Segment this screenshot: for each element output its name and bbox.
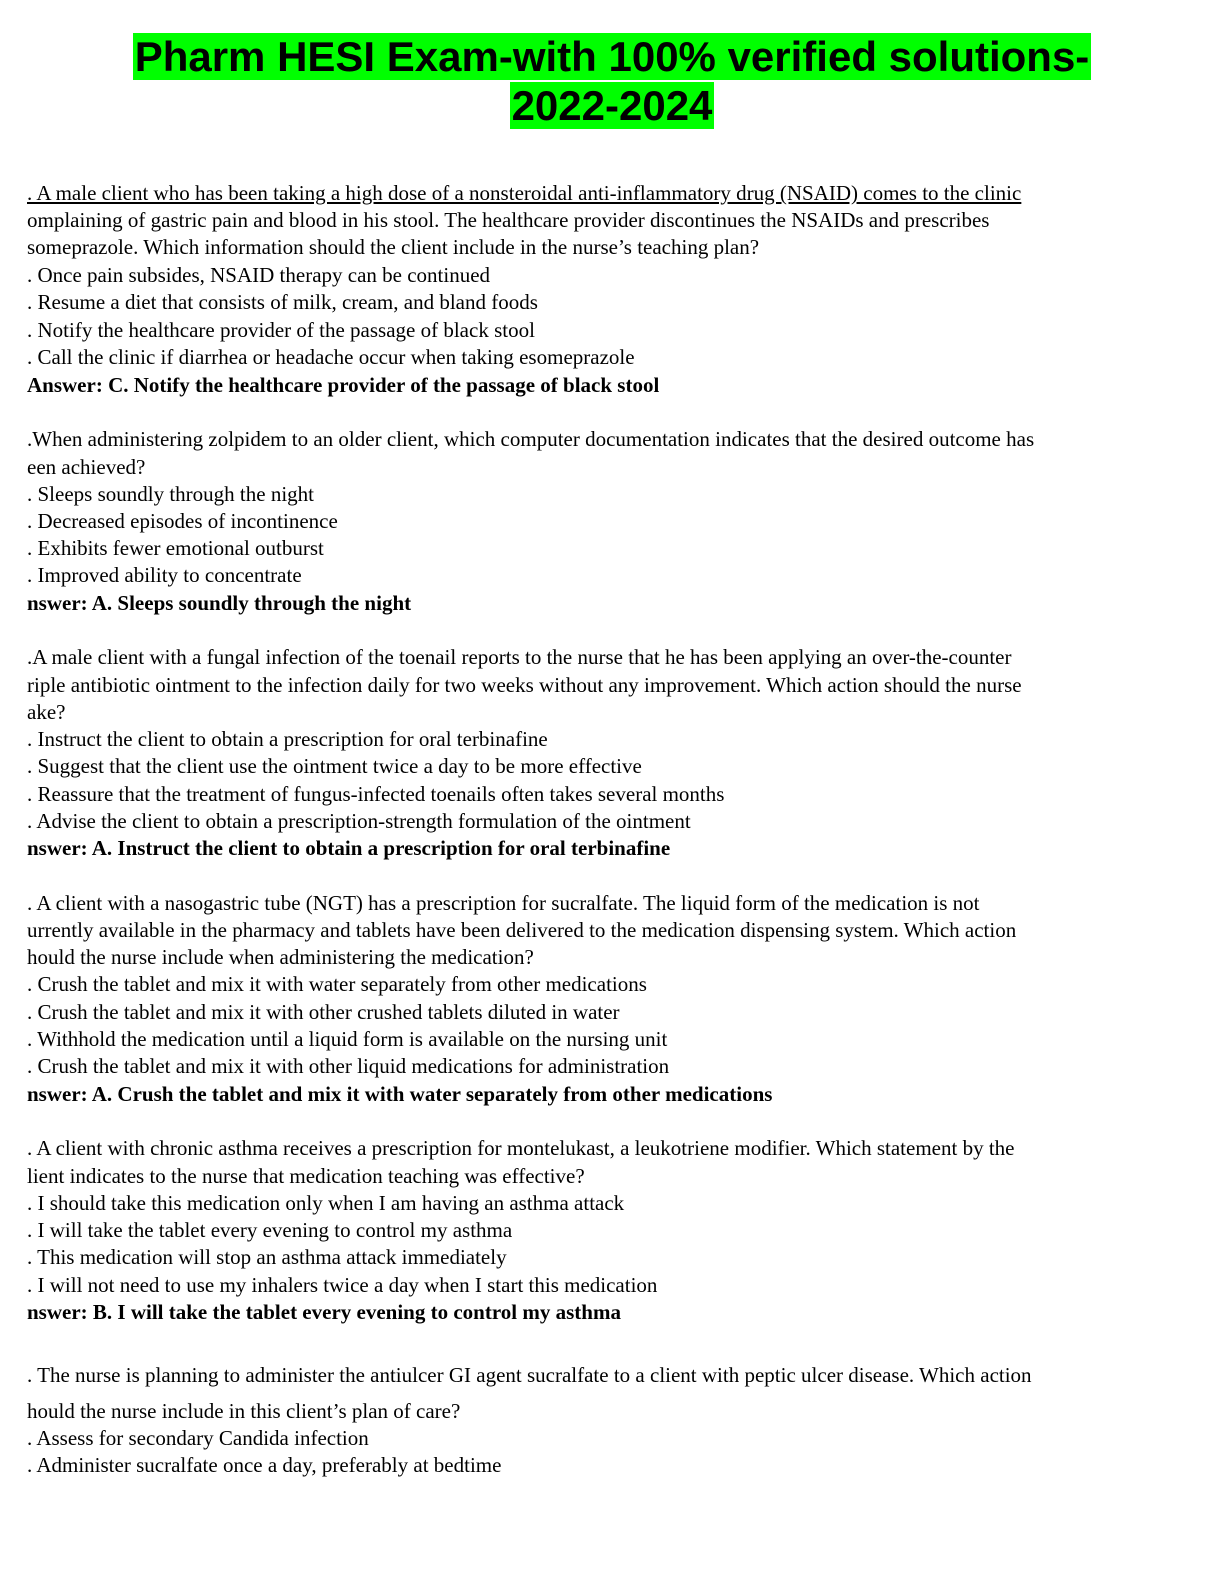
correct-answer: nswer: A. Instruct the client to obtain a prescription for oral terbinafine bbox=[27, 836, 671, 860]
question-stem-line: riple antibiotic ointment to the infection daily for two weeks without any improvement. Which action should the nurse bbox=[27, 673, 1022, 697]
answer-option: . Assess for secondary Candida infection bbox=[27, 1426, 369, 1450]
question-stem-line: lient indicates to the nurse that medication teaching was effective? bbox=[27, 1164, 585, 1188]
correct-answer: nswer: A. Sleeps soundly through the night bbox=[27, 591, 412, 615]
answer-option: . Reassure that the treatment of fungus-infected toenails often takes several months bbox=[27, 782, 725, 806]
question-stem-line: een achieved? bbox=[27, 455, 146, 479]
answer-option: . This medication will stop an asthma attack immediately bbox=[27, 1245, 507, 1269]
question-stem-line: ake? bbox=[27, 700, 66, 724]
question-stem-line: .A male client with a fungal infection of the toenail reports to the nurse that he has been applying an over-the-counter bbox=[27, 645, 1012, 669]
answer-option: . I should take this medication only when I am having an asthma attack bbox=[27, 1191, 625, 1215]
answer-option: . Administer sucralfate once a day, preferably at bedtime bbox=[27, 1453, 502, 1477]
answer-option: . Resume a diet that consists of milk, cream, and bland foods bbox=[27, 290, 538, 314]
question-stem-line: omplaining of gastric pain and blood in his stool. The healthcare provider discontinues the NSAIDs and prescribes bbox=[27, 208, 990, 232]
question-stem-line: . The nurse is planning to administer the antiulcer GI agent sucralfate to a client with peptic ulcer disease. Which action bbox=[27, 1363, 1032, 1387]
answer-option: . Instruct the client to obtain a prescription for oral terbinafine bbox=[27, 727, 548, 751]
question-stem-line: hould the nurse include when administering the medication? bbox=[27, 945, 534, 969]
answer-option: . Crush the tablet and mix it with other crushed tablets diluted in water bbox=[27, 1000, 620, 1024]
title-line-1: Pharm HESI Exam-with 100% verified solutions- bbox=[134, 33, 1090, 80]
question-stem-line: . A client with a nasogastric tube (NGT) has a prescription for sucralfate. The liquid form of the medication is not bbox=[27, 891, 980, 915]
correct-answer: Answer: C. Notify the healthcare provider of the passage of black stool bbox=[27, 373, 660, 397]
answer-option: . Exhibits fewer emotional outburst bbox=[27, 536, 324, 560]
correct-answer: nswer: A. Crush the tablet and mix it with water separately from other medications bbox=[27, 1082, 773, 1106]
answer-option: . Decreased episodes of incontinence bbox=[27, 509, 338, 533]
title-line-2: 2022-2024 bbox=[511, 82, 713, 129]
question-stem-line: urrently available in the pharmacy and tablets have been delivered to the medication dispensing system. Which action bbox=[27, 918, 1017, 942]
answer-option: . I will take the tablet every evening to control my asthma bbox=[27, 1218, 513, 1242]
correct-answer: nswer: B. I will take the tablet every evening to control my asthma bbox=[27, 1300, 621, 1324]
answer-option: . Improved ability to concentrate bbox=[27, 563, 302, 587]
question-stem-line: someprazole. Which information should the client include in the nurse’s teaching plan? bbox=[27, 235, 760, 259]
answer-option: . Suggest that the client use the ointment twice a day to be more effective bbox=[27, 754, 642, 778]
answer-option: . Withhold the medication until a liquid form is available on the nursing unit bbox=[27, 1027, 668, 1051]
question-stem-line: hould the nurse include in this client’s plan of care? bbox=[27, 1399, 461, 1423]
answer-option: . Crush the tablet and mix it with other liquid medications for administration bbox=[27, 1054, 670, 1078]
question-stem-line: .When administering zolpidem to an older client, which computer documentation indicates that the desired outcome has bbox=[27, 427, 1035, 451]
answer-option: . Crush the tablet and mix it with water separately from other medications bbox=[27, 972, 647, 996]
question-stem-line: . A male client who has been taking a high dose of a nonsteroidal anti-inflammatory drug (NSAID) comes to the clinic bbox=[27, 181, 1022, 205]
answer-option: . Advise the client to obtain a prescription-strength formulation of the ointment bbox=[27, 809, 691, 833]
page-title bbox=[0, 32, 1224, 130]
answer-option: . Sleeps soundly through the night bbox=[27, 482, 314, 506]
answer-option: . Notify the healthcare provider of the passage of black stool bbox=[27, 318, 535, 342]
answer-option: . I will not need to use my inhalers twice a day when I start this medication bbox=[27, 1273, 658, 1297]
answer-option: . Once pain subsides, NSAID therapy can be continued bbox=[27, 263, 491, 287]
question-stem-line: . A client with chronic asthma receives a prescription for montelukast, a leukotriene modifier. Which statement by the bbox=[27, 1136, 1015, 1160]
answer-option: . Call the clinic if diarrhea or headache occur when taking esomeprazole bbox=[27, 345, 635, 369]
